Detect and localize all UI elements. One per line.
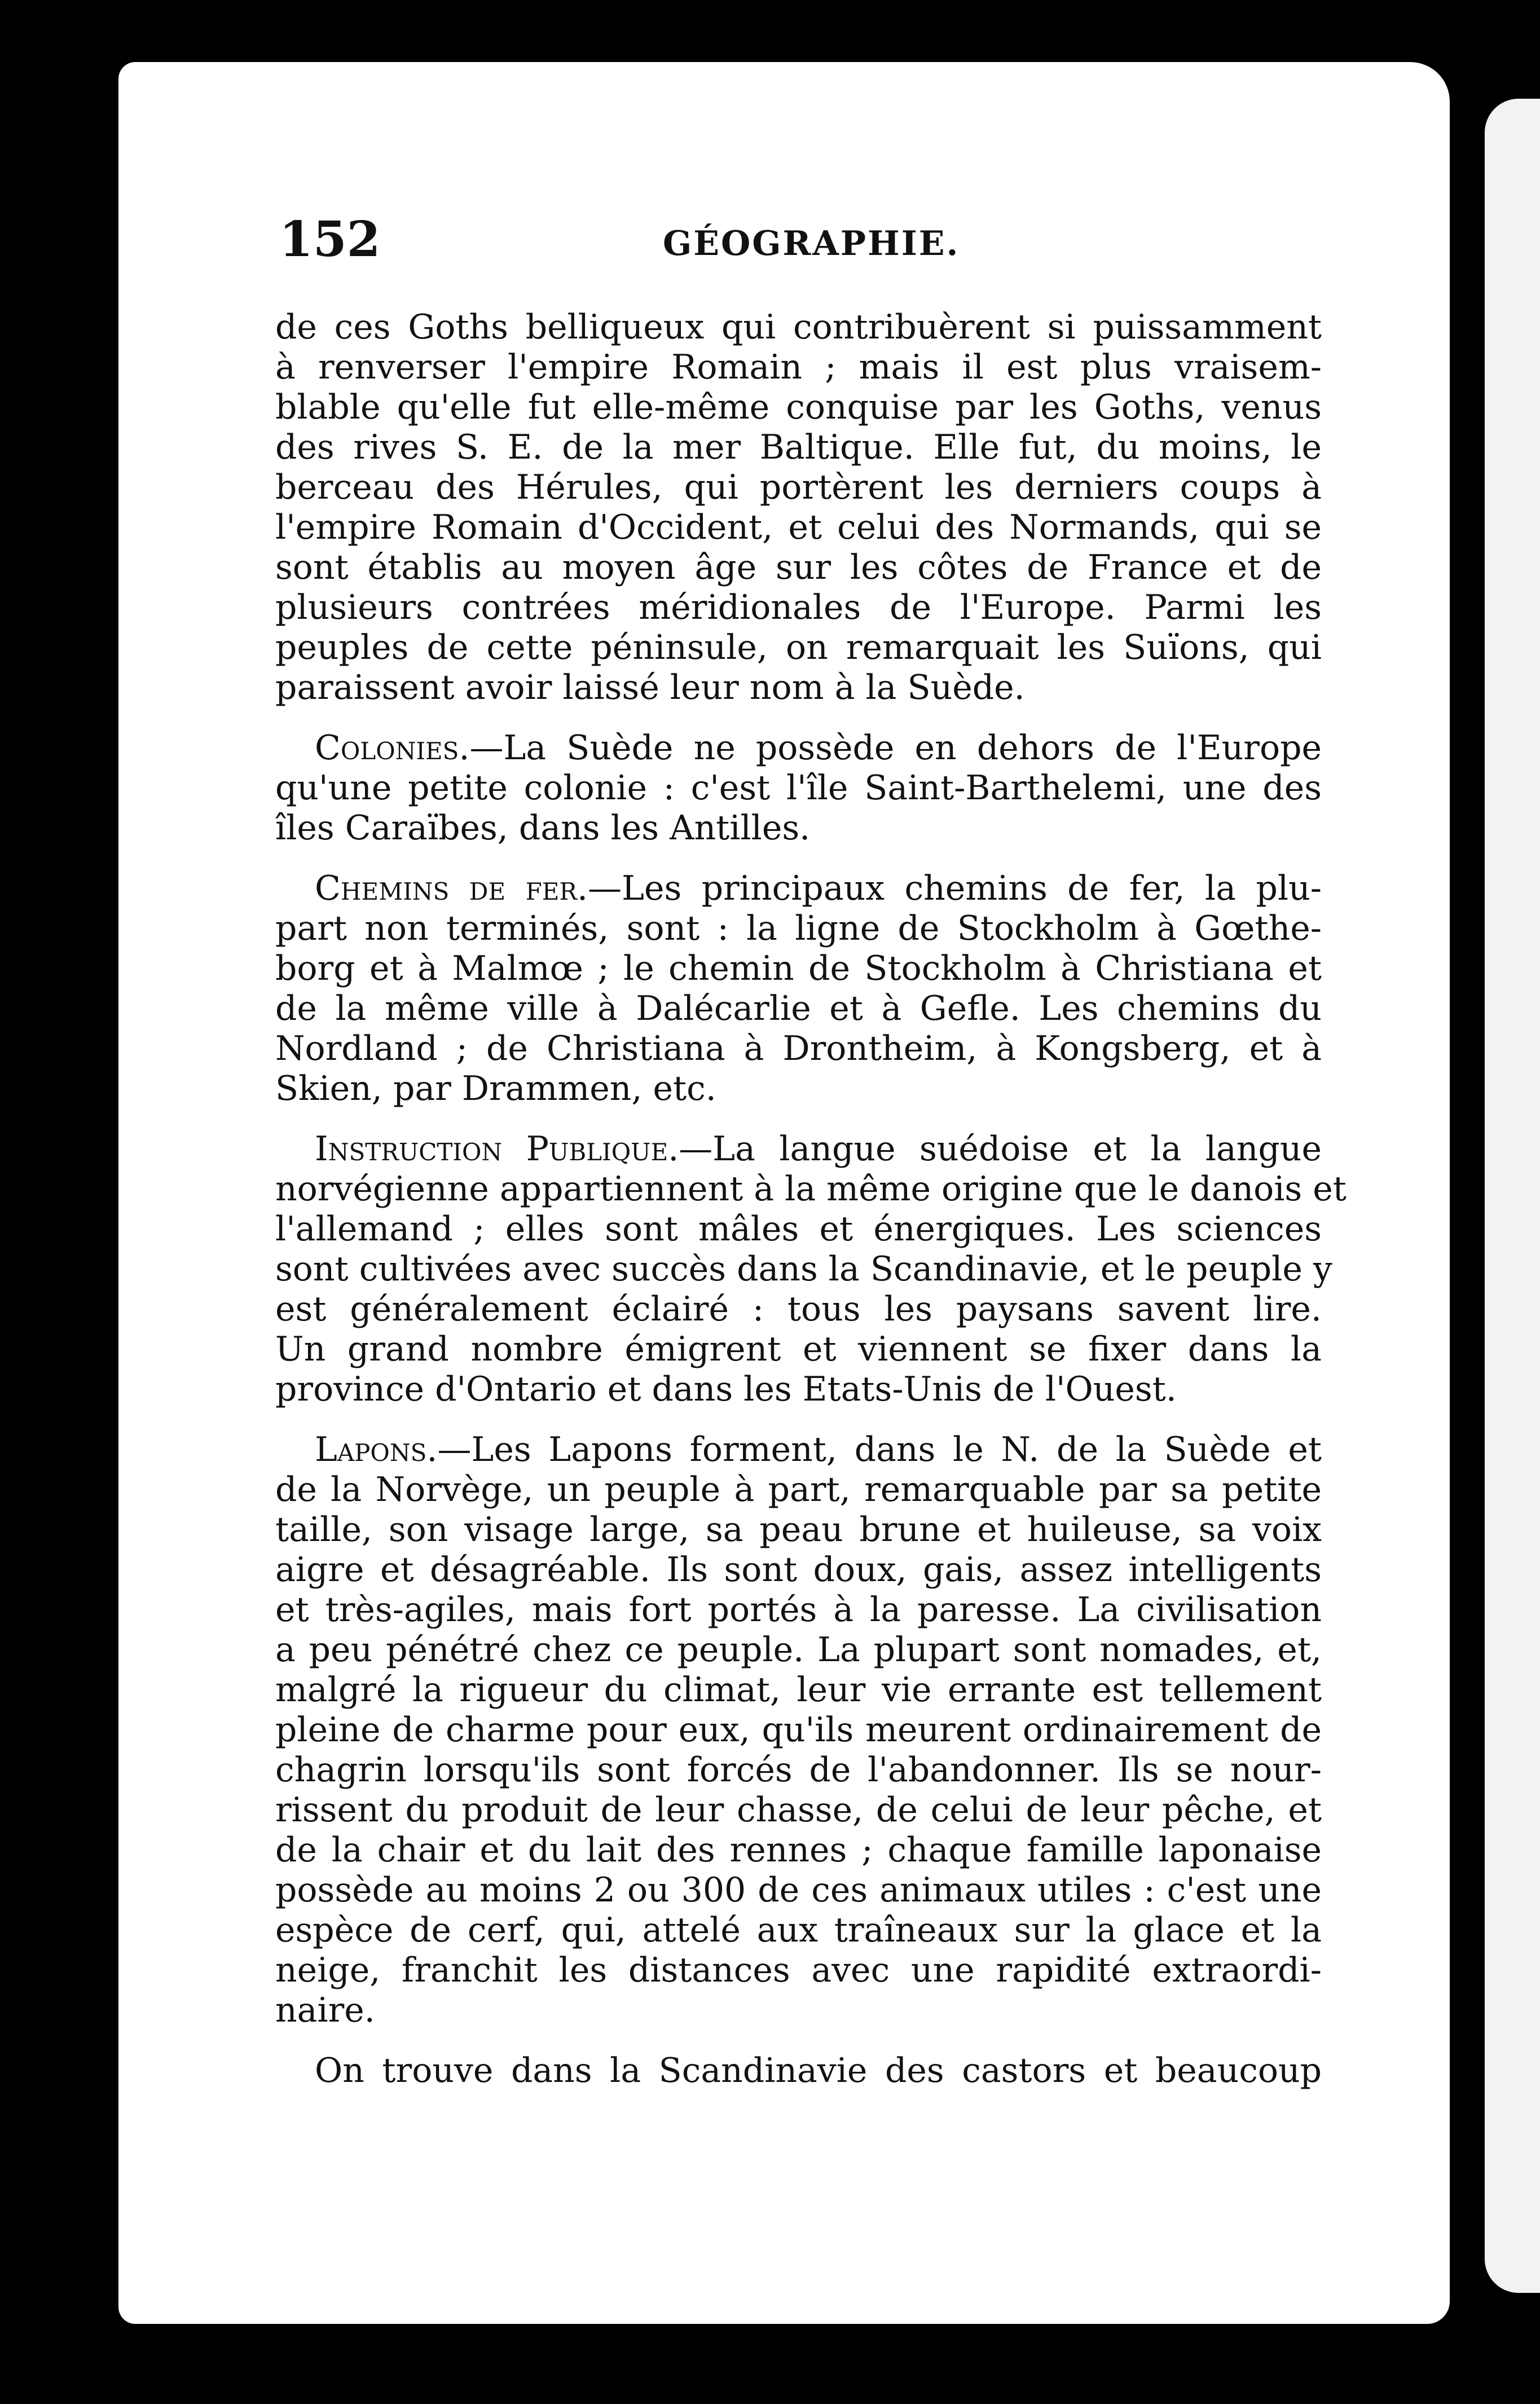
page-number: 152 — [279, 211, 381, 268]
text-line: berceau des Hérules, qui portèrent les derniers coups à — [275, 468, 1322, 507]
text-line: On trouve dans la Scandinavie des castors et beaucoup — [315, 2051, 1322, 2090]
text-line: pleine de charme pour eux, qu'ils meurent ordinairement de — [275, 1710, 1322, 1750]
text-line — [275, 869, 1322, 909]
adjacent-page-edge — [1485, 99, 1540, 2293]
text-line: de la chair et du lait des rennes ; chaque famille laponaise — [275, 1830, 1322, 1870]
paragraph-castors — [275, 2051, 1322, 2091]
page-header — [279, 209, 1351, 271]
text-line: l'empire Romain d'Occident, et celui des Normands, qui se — [275, 508, 1322, 547]
text-line: Un grand nombre émigrent et viennent se fixer dans la — [275, 1329, 1322, 1369]
text-line-rest: —Les principaux chemins de fer, la plu- — [588, 869, 1322, 908]
text-line: des rives S. E. de la mer Baltique. Elle fut, du moins, le — [275, 428, 1322, 467]
text-line: a peu pénétré chez ce peuple. La plupart sont nomades, et, — [275, 1630, 1322, 1670]
text-line: peuples de cette péninsule, on remarquait les Suïons, qui — [275, 628, 1322, 667]
text-line: est généralement éclairé : tous les paysans savent lire. — [275, 1289, 1322, 1329]
text-line — [275, 728, 1322, 768]
text-line: sont cultivées avec succès dans la Scandinavie, et le peuple y — [275, 1249, 1332, 1289]
paragraph-goths — [275, 307, 1322, 708]
section-lead: Chemins de fer. — [315, 869, 588, 908]
text-line: taille, son visage large, sa peau brune et huileuse, sa voix — [275, 1510, 1322, 1549]
text-line: paraissent avoir laissé leur nom à la Suède. — [275, 668, 1025, 707]
text-line: à renverser l'empire Romain ; mais il est plus vraisem- — [275, 347, 1322, 387]
text-line: part non terminés, sont : la ligne de Stockholm à Gœthe- — [275, 909, 1322, 948]
section-lead: Colonies. — [315, 728, 470, 768]
text-line: espèce de cerf, qui, attelé aux traîneaux sur la glace et la — [275, 1910, 1322, 1950]
text-line-rest: —La Suède ne possède en dehors de l'Europe — [469, 728, 1322, 768]
text-line: de ces Goths belliqueux qui contribuèrent si puissamment — [275, 307, 1322, 347]
paragraph-colonies — [275, 728, 1322, 848]
text-line: Skien, par Drammen, etc. — [275, 1069, 716, 1108]
text-line: province d'Ontario et dans les Etats-Unis de l'Ouest. — [275, 1370, 1177, 1409]
text-line: naire. — [275, 1991, 375, 2030]
text-line: qu'une petite colonie : c'est l'île Saint-Barthelemi, une des — [275, 768, 1322, 808]
text-line: blable qu'elle fut elle-même conquise par les Goths, venus — [275, 388, 1322, 427]
text-line: chagrin lorsqu'ils sont forcés de l'abandonner. Ils se nour- — [275, 1750, 1322, 1790]
text-line: norvégienne appartiennent à la même origine que le danois et — [275, 1169, 1347, 1209]
text-line: borg et à Malmœ ; le chemin de Stockholm à Christiana et — [275, 949, 1322, 988]
text-line-rest: —Les Lapons forment, dans le N. de la Suède et — [437, 1430, 1322, 1469]
text-line: l'allemand ; elles sont mâles et énergiques. Les sciences — [275, 1209, 1322, 1249]
text-line: plusieurs contrées méridionales de l'Europe. Parmi les — [275, 588, 1322, 627]
section-lead: Lapons. — [315, 1430, 438, 1469]
paragraph-instruction-publique — [275, 1129, 1347, 1410]
text-line: possède au moins 2 ou 300 de ces animaux utiles : c'est une — [275, 1870, 1322, 1910]
text-line-rest: —La langue suédoise et la langue — [679, 1129, 1322, 1169]
text-line: de la même ville à Dalécarlie et à Gefle. Les chemins du — [275, 989, 1322, 1028]
text-line: îles Caraïbes, dans les Antilles. — [275, 808, 811, 848]
text-line: neige, franchit les distances avec une rapidité extraordi- — [275, 1951, 1322, 1990]
paragraph-chemins-de-fer — [275, 869, 1322, 1109]
text-line: aigre et désagréable. Ils sont doux, gais, assez intelligents — [275, 1550, 1322, 1590]
text-line: rissent du produit de leur chasse, de celui de leur pêche, et — [275, 1790, 1322, 1830]
text-line — [275, 1430, 1322, 1470]
text-line: sont établis au moyen âge sur les côtes de France et de — [275, 548, 1322, 587]
paragraph-lapons — [275, 1430, 1322, 2031]
text-line: malgré la rigueur du climat, leur vie errante est tellement — [275, 1670, 1322, 1710]
text-line: Nordland ; de Christiana à Drontheim, à Kongsberg, et à — [275, 1029, 1322, 1068]
text-line: et très-agiles, mais fort portés à la paresse. La civilisation — [275, 1590, 1322, 1630]
running-head: GÉOGRAPHIE. — [663, 224, 960, 263]
text-line: de la Norvège, un peuple à part, remarquable par sa petite — [275, 1470, 1322, 1509]
body-text — [275, 307, 1347, 2111]
section-lead: Instruction Publique. — [315, 1129, 679, 1169]
text-line — [275, 1129, 1322, 1169]
